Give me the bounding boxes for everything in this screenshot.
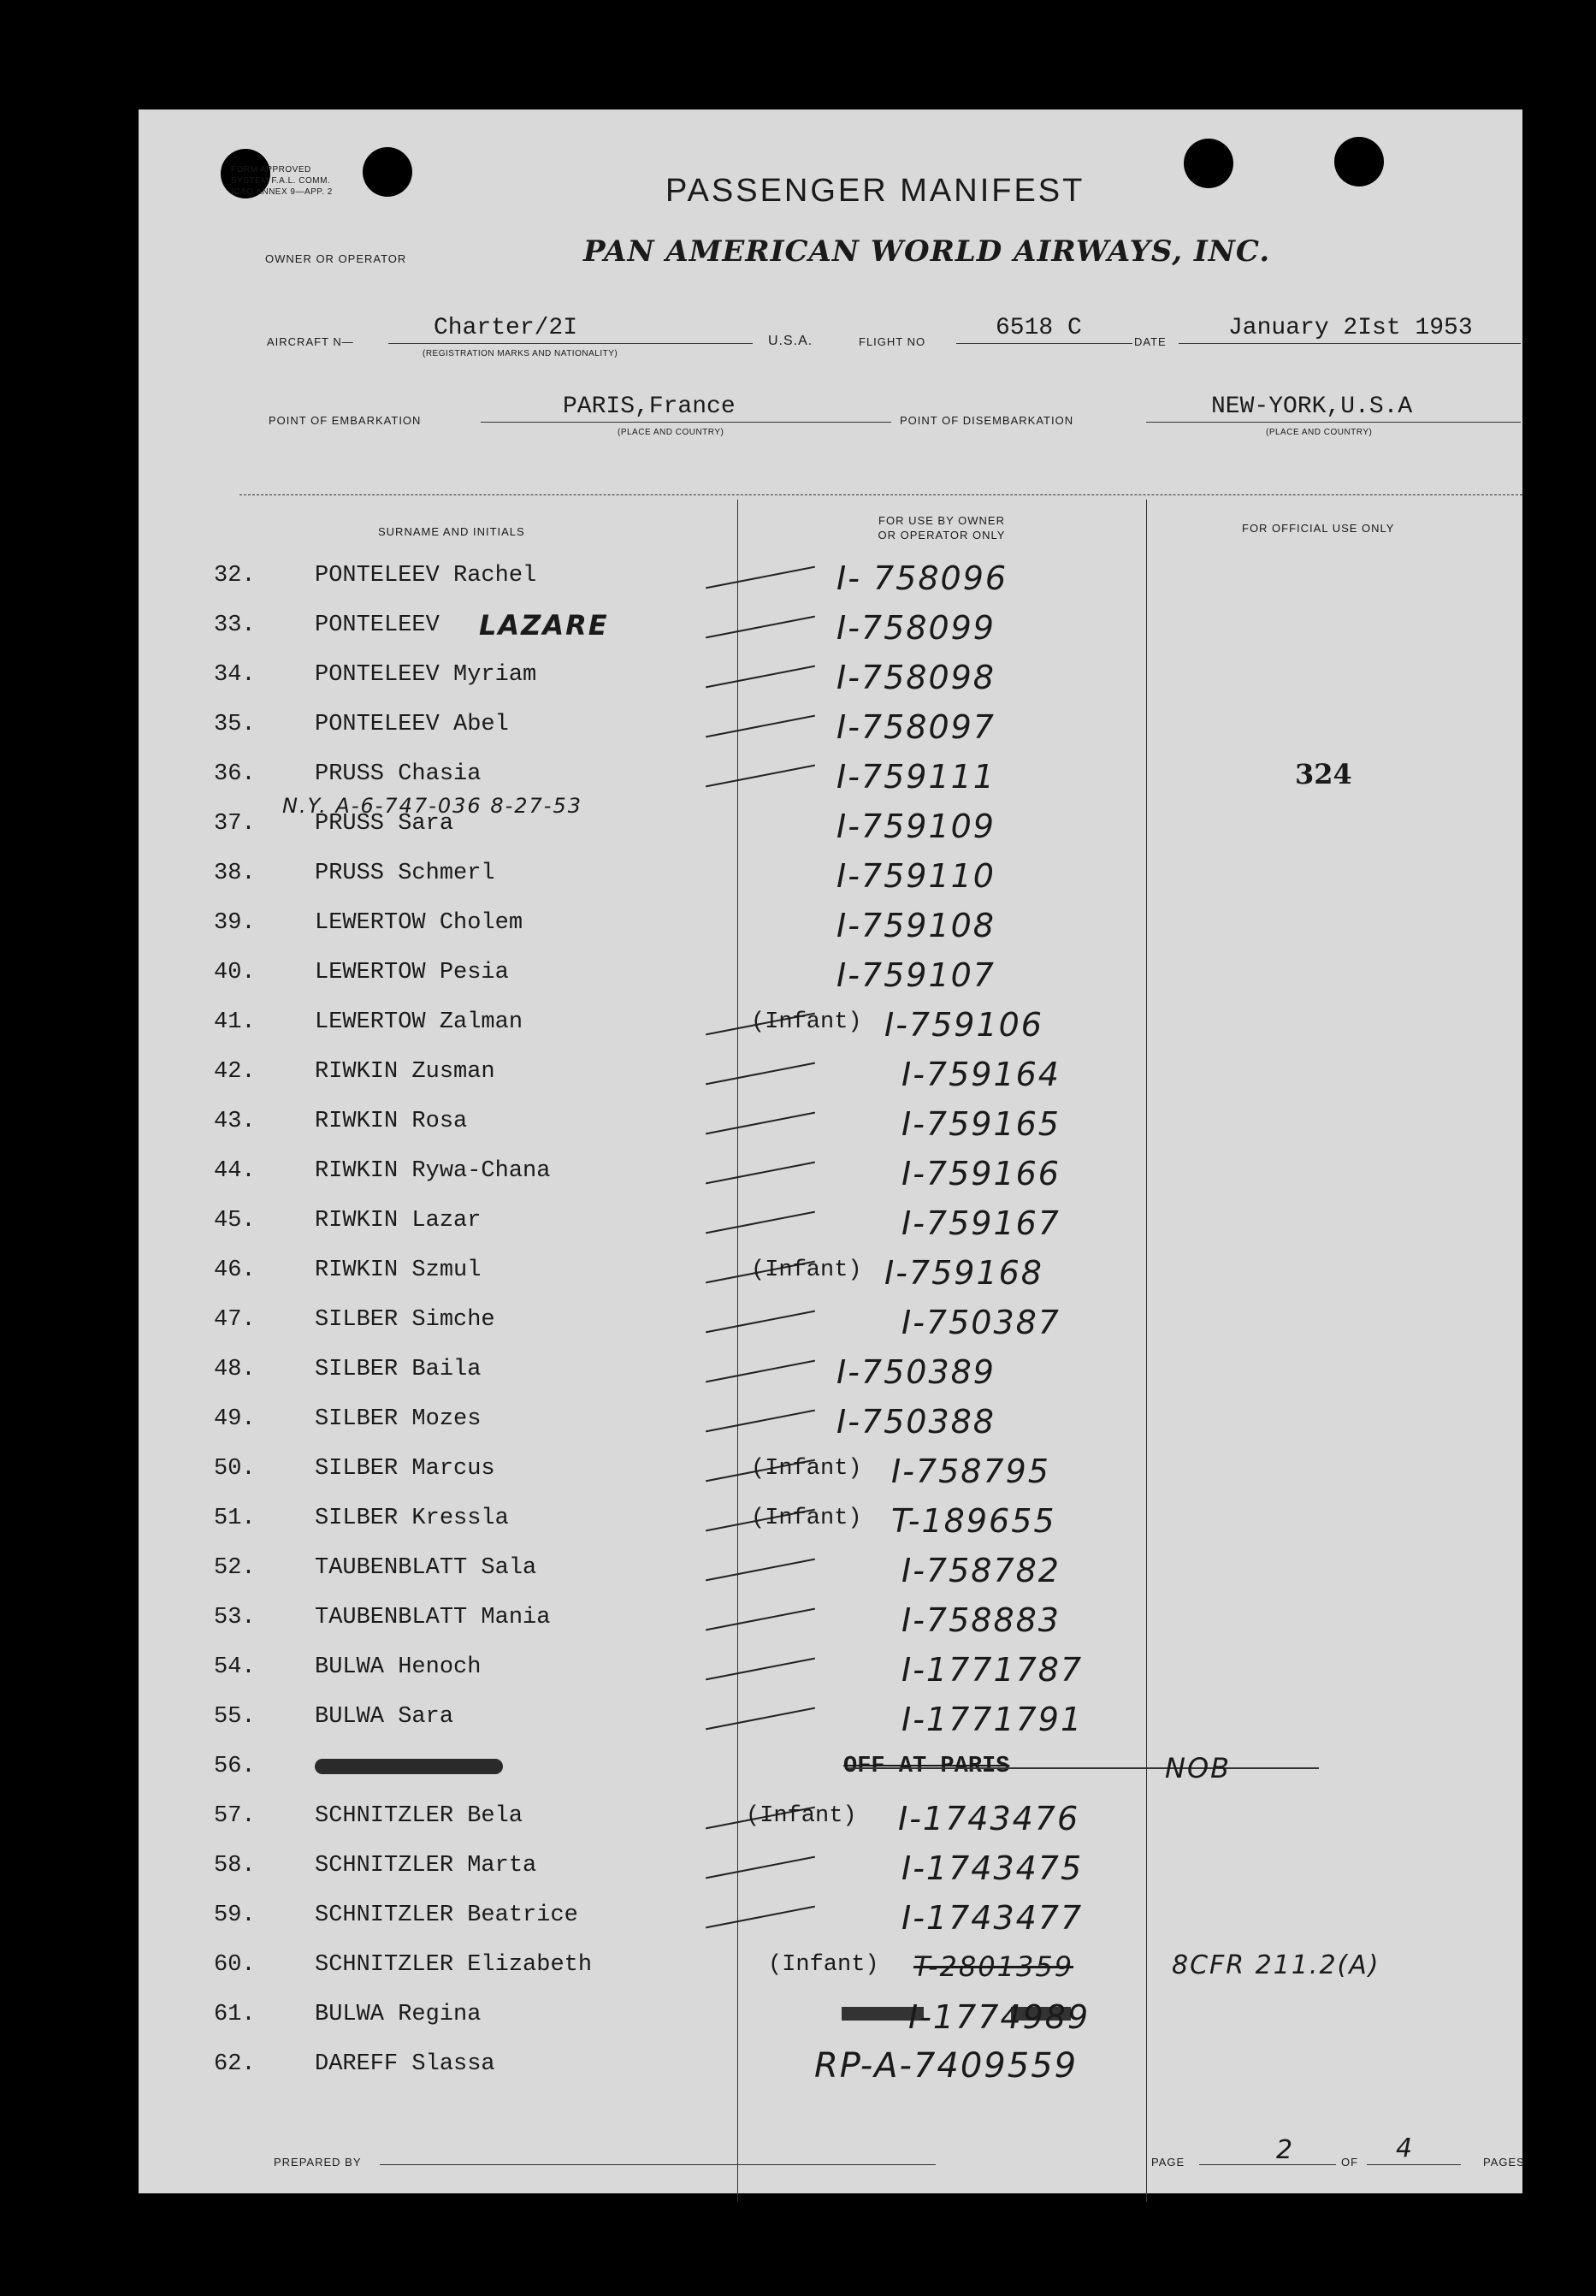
aircraft-underline bbox=[388, 343, 753, 344]
check-mark bbox=[706, 1707, 815, 1731]
total-pages: 4 bbox=[1396, 2133, 1415, 2163]
table-row: 59. SCHNITZLER Beatrice I-1743477 bbox=[214, 1899, 1084, 1937]
table-row: 34. PONTELEEV Myriam I-758098 bbox=[214, 659, 996, 696]
pages-label: PAGES bbox=[1483, 2156, 1525, 2169]
check-mark bbox=[706, 1559, 815, 1582]
check-mark bbox=[706, 765, 815, 788]
disembark-value: NEW-YORK,U.S.A bbox=[1211, 394, 1413, 420]
punch-hole bbox=[363, 147, 412, 197]
operator-label: OWNER OR OPERATOR bbox=[265, 252, 407, 265]
check-mark bbox=[706, 616, 815, 639]
punch-hole bbox=[1184, 139, 1233, 188]
table-row: 39. LEWERTOW Cholem I-759108 bbox=[214, 907, 996, 944]
check-mark bbox=[706, 715, 815, 738]
table-row: 62. DAREFF Slassa RP-A-7409559 bbox=[214, 2046, 1079, 2086]
table-row: 53. TAUBENBLATT Mania I-758883 bbox=[214, 1601, 1061, 1639]
table-row: 41. LEWERTOW Zalman (Infant) I-759106 bbox=[214, 1006, 1043, 1044]
date-value: January 2Ist 1953 bbox=[1228, 315, 1473, 341]
table-row: 37. PRUSS Sara I-759109 bbox=[214, 808, 996, 845]
page-number: 2 bbox=[1276, 2135, 1295, 2165]
col-header-official: FOR OFFICIAL USE ONLY bbox=[1242, 522, 1395, 535]
table-row: 47. SILBER Simche I-750387 bbox=[214, 1304, 1061, 1341]
table-row: 54. BULWA Henoch I-1771787 bbox=[214, 1651, 1084, 1689]
check-mark bbox=[706, 1211, 815, 1234]
disembark-underline bbox=[1146, 422, 1521, 423]
col-header-surname: SURNAME AND INITIALS bbox=[378, 525, 525, 538]
table-row: 36. PRUSS Chasia I-759111 324 bbox=[214, 758, 1352, 796]
form-reference: FORM APPROVED SYSTEM F.A.L. COMM. ICAO ANNEX 9—APP. 2 bbox=[231, 165, 333, 197]
operator-name: PAN AMERICAN WORLD AIRWAYS, INC. bbox=[583, 234, 1271, 269]
table-row: 45. RIWKIN Lazar I-759167 bbox=[214, 1204, 1061, 1242]
table-row: 48. SILBER Baila I-750389 bbox=[214, 1353, 996, 1391]
punch-hole bbox=[1334, 137, 1384, 186]
table-row: 44. RIWKIN Rywa-Chana I-759166 bbox=[214, 1155, 1061, 1192]
table-row: 43. RIWKIN Rosa I-759165 bbox=[214, 1105, 1061, 1143]
table-row: 56. OFF AT PARIS NOB bbox=[139, 1747, 1522, 1796]
check-mark bbox=[706, 1906, 815, 1929]
official-stamp: 324 bbox=[1295, 758, 1352, 790]
check-mark bbox=[706, 566, 815, 589]
total-pages-underline bbox=[1367, 2164, 1461, 2165]
ny-note: N.Y. A-6-747-036 8-27-53 bbox=[282, 794, 582, 818]
table-row: 42. RIWKIN Zusman I-759164 bbox=[214, 1056, 1061, 1093]
aircraft-value: Charter/2I bbox=[434, 315, 578, 341]
embark-underline bbox=[481, 422, 891, 423]
of-label: OF bbox=[1341, 2156, 1359, 2169]
table-row: 33. PONTELEEV LAZARE I-758099 bbox=[214, 609, 996, 647]
col-header-owner: FOR USE BY OWNER OR OPERATOR ONLY bbox=[878, 514, 1006, 541]
scribbled-name bbox=[315, 1759, 503, 1774]
usa-label: U.S.A. bbox=[768, 334, 813, 348]
disembark-label: POINT OF DISEMBARKATION bbox=[900, 414, 1074, 427]
check-mark bbox=[706, 1062, 815, 1086]
table-row: 60. SCHNITZLER Elizabeth (Infant) T-2801359 8CFR 211.2(A) bbox=[214, 1950, 1380, 1983]
date-underline bbox=[1179, 343, 1521, 344]
check-mark bbox=[706, 1410, 815, 1433]
check-mark bbox=[706, 1658, 815, 1681]
page-underline bbox=[1199, 2164, 1336, 2165]
date-label: DATE bbox=[1134, 335, 1167, 348]
disembark-sublabel: (PLACE AND COUNTRY) bbox=[1266, 428, 1373, 437]
table-row: 40. LEWERTOW Pesia I-759107 bbox=[214, 956, 996, 994]
table-row: 38. PRUSS Schmerl I-759110 bbox=[214, 857, 996, 895]
table-row: 55. BULWA Sara I-1771791 bbox=[214, 1701, 1084, 1738]
strike-line bbox=[848, 1767, 1319, 1769]
table-row: 46. RIWKIN Szmul (Infant) I-759168 bbox=[214, 1254, 1043, 1292]
embark-sublabel: (PLACE AND COUNTRY) bbox=[618, 428, 724, 437]
table-top-rule bbox=[239, 494, 1522, 495]
table-row: 32. PONTELEEV Rachel I- 758096 bbox=[214, 559, 1008, 597]
prepared-by-label: PREPARED BY bbox=[274, 2156, 362, 2169]
flight-label: FLIGHT NO bbox=[859, 335, 926, 348]
table-row: 61. BULWA Regina I-1774989 bbox=[214, 1998, 1091, 2036]
check-mark bbox=[706, 1311, 815, 1334]
table-row: 35. PONTELEEV Abel I-758097 bbox=[214, 708, 996, 746]
table-row: 51. SILBER Kressla (Infant) T-189655 bbox=[214, 1502, 1056, 1540]
aircraft-label: AIRCRAFT N— bbox=[267, 335, 354, 348]
embark-value: PARIS,France bbox=[563, 394, 736, 420]
table-row: 57. SCHNITZLER Bela (Infant) I-1743476 bbox=[214, 1800, 1080, 1837]
flight-underline bbox=[956, 343, 1132, 344]
check-mark bbox=[706, 1360, 815, 1383]
table-row: 50. SILBER Marcus (Infant) I-758795 bbox=[214, 1453, 1050, 1490]
check-mark bbox=[706, 1856, 815, 1879]
aircraft-sublabel: (REGISTRATION MARKS AND NATIONALITY) bbox=[423, 349, 618, 358]
page-title: PASSENGER MANIFEST bbox=[665, 173, 1085, 209]
check-mark bbox=[706, 1162, 815, 1185]
check-mark bbox=[706, 1112, 815, 1135]
flight-value: 6518 C bbox=[996, 315, 1082, 341]
manifest-sheet bbox=[139, 109, 1525, 2193]
page-label: PAGE bbox=[1151, 2156, 1185, 2169]
table-row: 58. SCHNITZLER Marta I-1743475 bbox=[214, 1849, 1084, 1887]
embark-label: POINT OF EMBARKATION bbox=[269, 414, 422, 427]
table-row: 49. SILBER Mozes I-750388 bbox=[214, 1403, 996, 1441]
check-mark bbox=[706, 1608, 815, 1631]
prepared-by-underline bbox=[380, 2164, 936, 2165]
table-row: 52. TAUBENBLATT Sala I-758782 bbox=[214, 1552, 1061, 1589]
check-mark bbox=[706, 666, 815, 689]
